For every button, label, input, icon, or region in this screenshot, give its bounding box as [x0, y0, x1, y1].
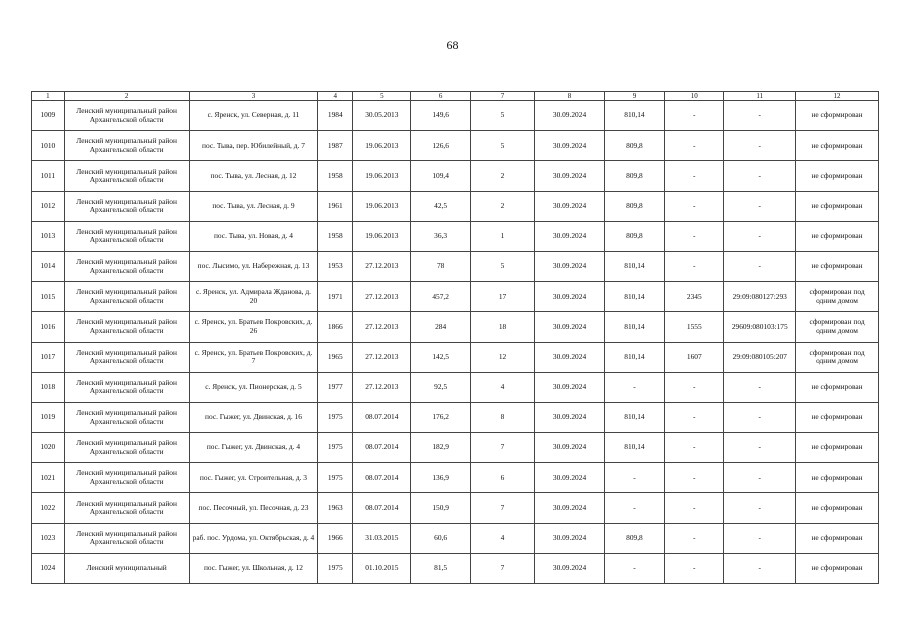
- cell-row-number: 1014: [32, 251, 65, 281]
- cell-land-status: не сформирован: [796, 523, 879, 553]
- cell-land-status: не сформирован: [796, 191, 879, 221]
- cell-relocation-date: 30.09.2024: [535, 191, 605, 221]
- cell-area: 150,9: [411, 493, 470, 523]
- cell-date-recognized: 30.05.2013: [353, 101, 411, 131]
- cell-date-recognized: 19.06.2013: [353, 191, 411, 221]
- cell-municipality: Ленский муниципальный район Архангельской области: [64, 312, 189, 342]
- cell-row-number: 1012: [32, 191, 65, 221]
- cell-cadastral-number: -: [724, 131, 796, 161]
- cell-cost: 810,14: [604, 251, 664, 281]
- cell-land-status: не сформирован: [796, 161, 879, 191]
- cell-row-number: 1018: [32, 372, 65, 402]
- cell-land-status: сформирован под одним домом: [796, 312, 879, 342]
- table-row: [32, 131, 879, 161]
- cell-relocation-date: 30.09.2024: [535, 553, 605, 583]
- cell-land-area: -: [665, 372, 724, 402]
- table-row: [32, 342, 879, 372]
- cell-area: 136,9: [411, 463, 470, 493]
- cell-municipality: Ленский муниципальный район Архангельской области: [64, 433, 189, 463]
- cell-relocation-date: 30.09.2024: [535, 433, 605, 463]
- cell-land-area: -: [665, 191, 724, 221]
- cell-area: 126,6: [411, 131, 470, 161]
- cell-date-recognized: 27.12.2013: [353, 312, 411, 342]
- cell-cadastral-number: -: [724, 523, 796, 553]
- cell-land-status: сформирован под одним домом: [796, 342, 879, 372]
- cell-relocation-date: 30.09.2024: [535, 523, 605, 553]
- cell-relocation-date: 30.09.2024: [535, 493, 605, 523]
- cell-relocation-date: 30.09.2024: [535, 101, 605, 131]
- cell-address: пос. Гыжег, ул. Двинская, д. 4: [189, 433, 318, 463]
- cell-date-recognized: 31.03.2015: [353, 523, 411, 553]
- cell-year-built: 1866: [318, 312, 353, 342]
- cell-residents: 12: [470, 342, 534, 372]
- cell-land-area: 1607: [665, 342, 724, 372]
- cell-address: с. Яренск, ул. Северная, д. 11: [189, 101, 318, 131]
- cell-row-number: 1019: [32, 402, 65, 432]
- page-number: 68: [446, 38, 459, 52]
- cell-land-status: не сформирован: [796, 221, 879, 251]
- cell-cadastral-number: -: [724, 101, 796, 131]
- cell-date-recognized: 27.12.2013: [353, 342, 411, 372]
- cell-year-built: 1975: [318, 463, 353, 493]
- header-cell-row-number: 1: [32, 92, 65, 101]
- cell-area: 92,5: [411, 372, 470, 402]
- cell-area: 176,2: [411, 402, 470, 432]
- cell-cost: -: [604, 372, 664, 402]
- cell-residents: 7: [470, 493, 534, 523]
- cell-municipality: Ленский муниципальный район Архангельской области: [64, 463, 189, 493]
- cell-year-built: 1971: [318, 282, 353, 312]
- cell-residents: 18: [470, 312, 534, 342]
- header-cell-land-status: 12: [796, 92, 879, 101]
- table-row: [32, 372, 879, 402]
- cell-residents: 2: [470, 191, 534, 221]
- cell-year-built: 1975: [318, 402, 353, 432]
- cell-residents: 4: [470, 372, 534, 402]
- cell-cost: -: [604, 553, 664, 583]
- table-row: [32, 493, 879, 523]
- cell-cadastral-number: -: [724, 221, 796, 251]
- table-row: [32, 221, 879, 251]
- table-row: [32, 433, 879, 463]
- table-row: [32, 191, 879, 221]
- cell-municipality: Ленский муниципальный район Архангельской области: [64, 191, 189, 221]
- table-row: [32, 402, 879, 432]
- cell-address: с. Яренск, ул. Братьев Покровских, д. 7: [189, 342, 318, 372]
- cell-date-recognized: 19.06.2013: [353, 221, 411, 251]
- cell-address: пос. Тыва, ул. Новая, д. 4: [189, 221, 318, 251]
- cell-land-status: не сформирован: [796, 463, 879, 493]
- cell-relocation-date: 30.09.2024: [535, 463, 605, 493]
- table-row: [32, 101, 879, 131]
- cell-land-area: -: [665, 463, 724, 493]
- cell-land-area: 1555: [665, 312, 724, 342]
- cell-land-area: -: [665, 101, 724, 131]
- cell-residents: 5: [470, 131, 534, 161]
- cell-date-recognized: 08.07.2014: [353, 463, 411, 493]
- cell-land-status: не сформирован: [796, 493, 879, 523]
- table-row: [32, 553, 879, 583]
- cell-row-number: 1021: [32, 463, 65, 493]
- cell-address: пос. Гыжег, ул. Двинская, д. 16: [189, 402, 318, 432]
- cell-year-built: 1977: [318, 372, 353, 402]
- header-cell-year-built: 4: [318, 92, 353, 101]
- cell-municipality: Ленский муниципальный район Архангельской области: [64, 372, 189, 402]
- table-row: [32, 523, 879, 553]
- cell-relocation-date: 30.09.2024: [535, 342, 605, 372]
- table-row: [32, 463, 879, 493]
- cell-address: пос. Тыва, ул. Лесная, д. 9: [189, 191, 318, 221]
- header-cell-cadastral-number: 11: [724, 92, 796, 101]
- housing-register-table: [31, 91, 879, 584]
- cell-municipality: Ленский муниципальный район Архангельской области: [64, 493, 189, 523]
- cell-residents: 7: [470, 553, 534, 583]
- cell-residents: 7: [470, 433, 534, 463]
- cell-relocation-date: 30.09.2024: [535, 161, 605, 191]
- cell-row-number: 1022: [32, 493, 65, 523]
- cell-land-area: -: [665, 523, 724, 553]
- cell-cost: 809,8: [604, 191, 664, 221]
- cell-land-status: не сформирован: [796, 251, 879, 281]
- cell-residents: 5: [470, 101, 534, 131]
- header-cell-residents: 7: [470, 92, 534, 101]
- cell-address: пос. Песочный, ул. Песочная, д. 23: [189, 493, 318, 523]
- cell-year-built: 1975: [318, 553, 353, 583]
- cell-cost: -: [604, 493, 664, 523]
- header-cell-area: 6: [411, 92, 470, 101]
- cell-residents: 2: [470, 161, 534, 191]
- header-cell-land-area: 10: [665, 92, 724, 101]
- cell-cadastral-number: -: [724, 161, 796, 191]
- cell-residents: 1: [470, 221, 534, 251]
- header-cell-municipality: 2: [64, 92, 189, 101]
- cell-land-area: 2345: [665, 282, 724, 312]
- cell-relocation-date: 30.09.2024: [535, 131, 605, 161]
- cell-row-number: 1023: [32, 523, 65, 553]
- cell-area: 78: [411, 251, 470, 281]
- cell-year-built: 1961: [318, 191, 353, 221]
- cell-address: пос. Тыва, пер. Юбилейный, д. 7: [189, 131, 318, 161]
- cell-cadastral-number: -: [724, 251, 796, 281]
- header-cell-relocation-date: 8: [535, 92, 605, 101]
- cell-municipality: Ленский муниципальный: [64, 553, 189, 583]
- cell-municipality: Ленский муниципальный район Архангельской области: [64, 101, 189, 131]
- cell-relocation-date: 30.09.2024: [535, 402, 605, 432]
- cell-municipality: Ленский муниципальный район Архангельской области: [64, 282, 189, 312]
- cell-row-number: 1024: [32, 553, 65, 583]
- header-cell-date-recognized: 5: [353, 92, 411, 101]
- cell-land-area: -: [665, 553, 724, 583]
- cell-address: пос. Гыжег, ул. Строительная, д. 3: [189, 463, 318, 493]
- table-row: [32, 312, 879, 342]
- cell-residents: 17: [470, 282, 534, 312]
- cell-land-status: сформирован под одним домом: [796, 282, 879, 312]
- cell-year-built: 1966: [318, 523, 353, 553]
- cell-relocation-date: 30.09.2024: [535, 251, 605, 281]
- header-cell-address: 3: [189, 92, 318, 101]
- cell-year-built: 1984: [318, 101, 353, 131]
- cell-address: пос. Лысимо, ул. Набережная, д. 13: [189, 251, 318, 281]
- cell-area: 36,3: [411, 221, 470, 251]
- cell-land-status: не сформирован: [796, 402, 879, 432]
- cell-land-area: -: [665, 433, 724, 463]
- cell-land-status: не сформирован: [796, 372, 879, 402]
- cell-year-built: 1958: [318, 161, 353, 191]
- cell-row-number: 1010: [32, 131, 65, 161]
- cell-year-built: 1958: [318, 221, 353, 251]
- cell-date-recognized: 19.06.2013: [353, 131, 411, 161]
- cell-area: 42,5: [411, 191, 470, 221]
- cell-date-recognized: 08.07.2014: [353, 402, 411, 432]
- cell-address: с. Яренск, ул. Братьев Покровских, д. 26: [189, 312, 318, 342]
- cell-relocation-date: 30.09.2024: [535, 282, 605, 312]
- cell-relocation-date: 30.09.2024: [535, 221, 605, 251]
- cell-area: 142,5: [411, 342, 470, 372]
- cell-residents: 5: [470, 251, 534, 281]
- cell-municipality: Ленский муниципальный район Архангельской области: [64, 221, 189, 251]
- cell-cost: 810,14: [604, 402, 664, 432]
- cell-address: с. Яренск, ул. Адмирала Жданова, д. 20: [189, 282, 318, 312]
- cell-land-status: не сформирован: [796, 131, 879, 161]
- cell-residents: 4: [470, 523, 534, 553]
- cell-row-number: 1020: [32, 433, 65, 463]
- cell-address: пос. Гыжег, ул. Школьная, д. 12: [189, 553, 318, 583]
- cell-cost: 810,14: [604, 101, 664, 131]
- cell-land-area: -: [665, 251, 724, 281]
- cell-address: раб. пос. Урдома, ул. Октябрьская, д. 4: [189, 523, 318, 553]
- cell-area: 60,6: [411, 523, 470, 553]
- cell-residents: 6: [470, 463, 534, 493]
- cell-cost: 809,8: [604, 131, 664, 161]
- cell-date-recognized: 19.06.2013: [353, 161, 411, 191]
- cell-cadastral-number: -: [724, 402, 796, 432]
- cell-land-status: не сформирован: [796, 553, 879, 583]
- cell-row-number: 1015: [32, 282, 65, 312]
- cell-cadastral-number: -: [724, 553, 796, 583]
- cell-area: 457,2: [411, 282, 470, 312]
- cell-land-area: -: [665, 161, 724, 191]
- cell-cadastral-number: 29:09:080105:207: [724, 342, 796, 372]
- cell-year-built: 1963: [318, 493, 353, 523]
- cell-date-recognized: 08.07.2014: [353, 433, 411, 463]
- table-row: [32, 282, 879, 312]
- cell-municipality: Ленский муниципальный район Архангельской области: [64, 402, 189, 432]
- table-row: [32, 251, 879, 281]
- cell-relocation-date: 30.09.2024: [535, 312, 605, 342]
- cell-date-recognized: 27.12.2013: [353, 282, 411, 312]
- cell-cost: 810,14: [604, 433, 664, 463]
- cell-cost: 809,8: [604, 523, 664, 553]
- cell-municipality: Ленский муниципальный район Архангельской области: [64, 161, 189, 191]
- cell-cost: 809,8: [604, 161, 664, 191]
- cell-area: 109,4: [411, 161, 470, 191]
- cell-land-status: не сформирован: [796, 433, 879, 463]
- cell-cadastral-number: -: [724, 463, 796, 493]
- cell-area: 284: [411, 312, 470, 342]
- cell-row-number: 1009: [32, 101, 65, 131]
- cell-address: с. Яренск, ул. Пионерская, д. 5: [189, 372, 318, 402]
- cell-cost: 809,8: [604, 221, 664, 251]
- cell-date-recognized: 08.07.2014: [353, 493, 411, 523]
- cell-row-number: 1011: [32, 161, 65, 191]
- cell-year-built: 1953: [318, 251, 353, 281]
- cell-cadastral-number: -: [724, 493, 796, 523]
- cell-row-number: 1013: [32, 221, 65, 251]
- table-row: [32, 161, 879, 191]
- cell-cost: 810,14: [604, 282, 664, 312]
- cell-row-number: 1017: [32, 342, 65, 372]
- cell-cadastral-number: 29609:080103:175: [724, 312, 796, 342]
- cell-land-area: -: [665, 131, 724, 161]
- cell-area: 149,6: [411, 101, 470, 131]
- cell-residents: 8: [470, 402, 534, 432]
- cell-land-area: -: [665, 493, 724, 523]
- cell-area: 81,5: [411, 553, 470, 583]
- cell-date-recognized: 27.12.2013: [353, 372, 411, 402]
- cell-land-status: не сформирован: [796, 101, 879, 131]
- cell-municipality: Ленский муниципальный район Архангельской области: [64, 523, 189, 553]
- cell-area: 182,9: [411, 433, 470, 463]
- cell-cost: -: [604, 463, 664, 493]
- cell-date-recognized: 27.12.2013: [353, 251, 411, 281]
- cell-address: пос. Тыва, ул. Лесная, д. 12: [189, 161, 318, 191]
- header-cell-cost: 9: [604, 92, 664, 101]
- cell-cadastral-number: -: [724, 372, 796, 402]
- header-row: [32, 92, 879, 101]
- cell-cost: 810,14: [604, 342, 664, 372]
- cell-land-area: -: [665, 402, 724, 432]
- cell-year-built: 1965: [318, 342, 353, 372]
- cell-row-number: 1016: [32, 312, 65, 342]
- cell-year-built: 1975: [318, 433, 353, 463]
- cell-municipality: Ленский муниципальный район Архангельской области: [64, 131, 189, 161]
- cell-municipality: Ленский муниципальный район Архангельской области: [64, 342, 189, 372]
- cell-year-built: 1987: [318, 131, 353, 161]
- cell-cadastral-number: 29:09:080127:293: [724, 282, 796, 312]
- cell-land-area: -: [665, 221, 724, 251]
- cell-relocation-date: 30.09.2024: [535, 372, 605, 402]
- cell-date-recognized: 01.10.2015: [353, 553, 411, 583]
- cell-cadastral-number: -: [724, 191, 796, 221]
- cell-cadastral-number: -: [724, 433, 796, 463]
- cell-cost: 810,14: [604, 312, 664, 342]
- cell-municipality: Ленский муниципальный район Архангельской области: [64, 251, 189, 281]
